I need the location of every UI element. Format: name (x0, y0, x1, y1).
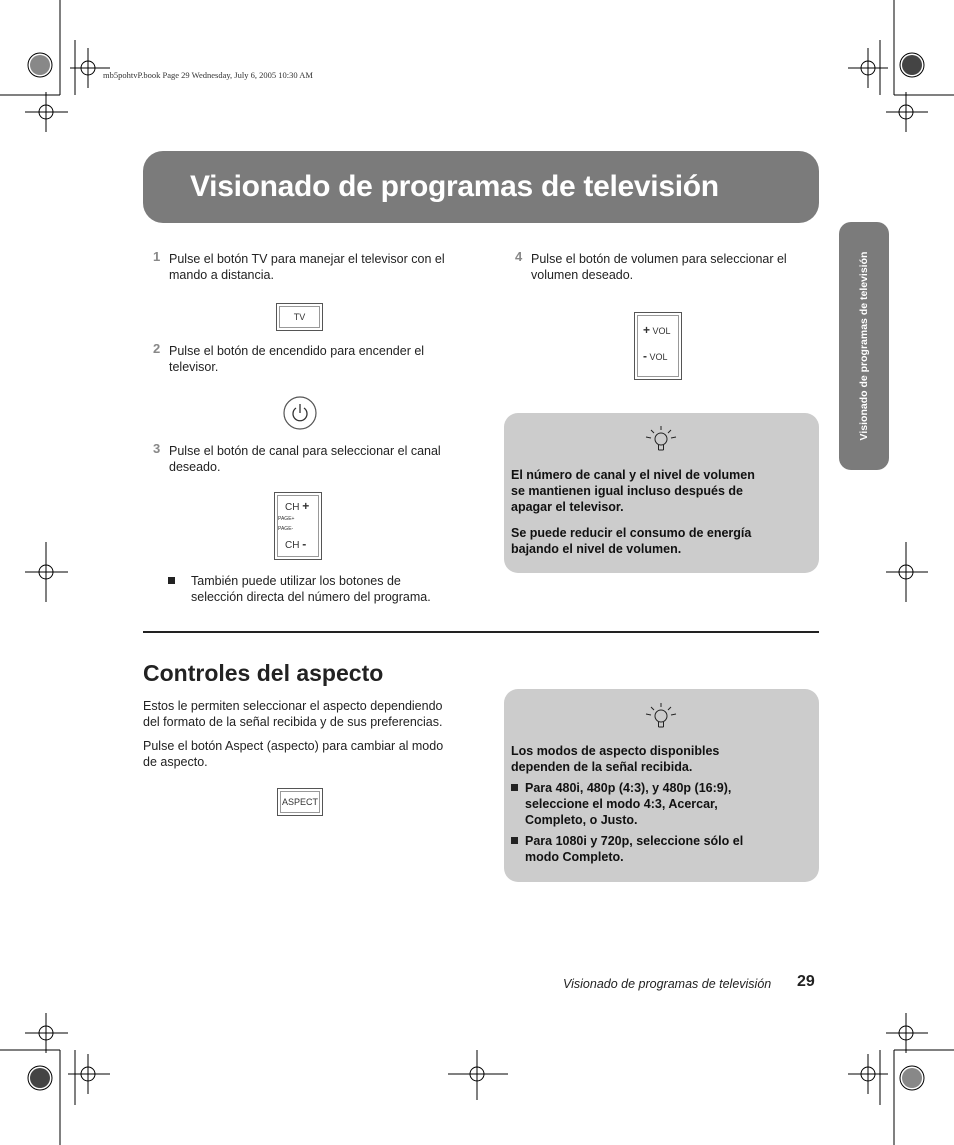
tip-1-line-3: apagar el televisor. (511, 500, 624, 514)
ch-minus-label: CH - (285, 537, 307, 551)
side-tab-label: Visionado de programas de televisión (858, 251, 870, 441)
lightbulb-icon (644, 701, 678, 731)
step-4-number: 4 (515, 249, 523, 264)
direct-selection-note (168, 573, 431, 605)
bullet-icon (511, 784, 518, 791)
tip-2-bullet-2-line-2: modo Completo. (525, 850, 624, 864)
step-4-text (531, 251, 787, 283)
tip-2-bullet-1-line-3: Completo, o Justo. (525, 813, 638, 827)
step-3-line-1: Pulse el botón de canal para seleccionar el canal (169, 444, 441, 458)
step-4-line-1: Pulse el botón de volumen para seleccionar el (531, 252, 787, 266)
aspect-line-2: del formato de la señal recibida y de sus preferencias. (143, 715, 443, 729)
tip-2-bullet-2-line-1: Para 1080i y 720p, seleccione sólo el (525, 834, 744, 848)
lightbulb-icon (644, 424, 678, 454)
tip-2-bullet-1-line-1: Para 480i, 480p (4:3), y 480p (16:9), (525, 781, 732, 795)
bullet-icon (168, 577, 175, 584)
tv-button-label: TV (293, 312, 306, 322)
step-1-line-2: mando a distancia. (169, 268, 274, 282)
volume-button (634, 312, 682, 380)
tip-2-line-1: Los modos de aspecto disponibles (511, 744, 720, 758)
ch-plus-label: CH + (285, 499, 310, 513)
step-2-number: 2 (153, 341, 161, 356)
vol-minus-label: - VOL (643, 349, 668, 363)
power-icon (282, 395, 318, 431)
tip-1-text (511, 467, 755, 557)
vol-plus-label: + VOL (643, 323, 671, 337)
page-number: 29 (797, 973, 815, 990)
step-2-text (169, 343, 424, 375)
aspect-line-3: Pulse el botón Aspect (aspecto) para cambiar al modo (143, 739, 444, 753)
aspect-button-label: ASPECT (281, 797, 318, 807)
channel-button (274, 492, 322, 560)
aspect-intro-paragraph (143, 698, 443, 770)
page-minus-label: PAGE- (278, 526, 294, 532)
aspect-button (277, 788, 323, 816)
step-4-line-2: volumen deseado. (531, 268, 634, 282)
tip-1-line-4: Se puede reducir el consumo de energía (511, 526, 752, 540)
book-info-header: mb5pohtvP.book Page 29 Wednesday, July 6, 2005 10:30 AM (103, 70, 313, 80)
section-title: Controles del aspecto (143, 660, 384, 686)
note-line-2: selección directa del número del programa. (191, 590, 431, 604)
note-line-1: También puede utilizar los botones de (191, 574, 401, 588)
aspect-line-1: Estos le permiten seleccionar el aspecto dependiendo (143, 699, 443, 713)
page-plus-label: PAGE+ (278, 516, 295, 522)
step-1-line-1: Pulse el botón TV para manejar el televisor con el (169, 252, 445, 266)
side-tab (839, 222, 889, 470)
step-2-line-2: televisor. (169, 360, 219, 374)
section-divider (143, 631, 819, 633)
tip-2-text (511, 743, 743, 865)
tip-2-line-2: dependen de la señal recibida. (511, 760, 693, 774)
step-2-line-1: Pulse el botón de encendido para encender el (169, 344, 425, 358)
step-1-number: 1 (153, 249, 161, 264)
step-3-text (169, 443, 441, 475)
footer-title: Visionado de programas de televisión (563, 977, 772, 991)
tip-1-line-5: bajando el nivel de volumen. (511, 542, 682, 556)
aspect-line-4: de aspecto. (143, 755, 208, 769)
tip-2-bullet-1-line-2: seleccione el modo 4:3, Acercar, (525, 797, 718, 811)
page-title: Visionado de programas de televisión (190, 170, 719, 203)
step-1-text (169, 251, 445, 283)
step-3-line-2: deseado. (169, 460, 221, 474)
tv-button (276, 303, 323, 331)
bullet-icon (511, 837, 518, 844)
step-3-number: 3 (153, 441, 161, 456)
tip-1-line-1: El número de canal y el nivel de volumen (511, 468, 755, 482)
tip-1-line-2: se mantienen igual incluso después de (511, 484, 744, 498)
